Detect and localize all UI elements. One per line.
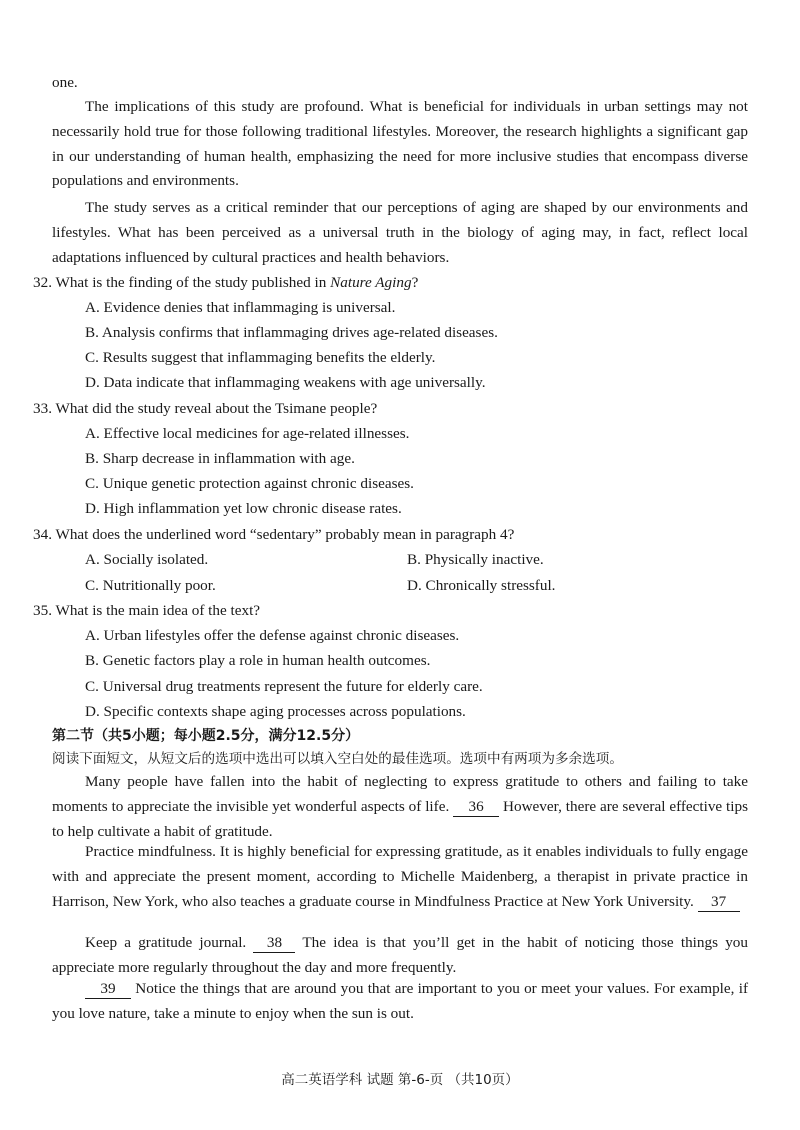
q34-option-d[interactable]: D. Chronically stressful.	[407, 577, 556, 594]
q34-option-a[interactable]: A. Socially isolated.	[85, 551, 209, 568]
blank-39[interactable]: 39	[85, 980, 131, 999]
blank-36[interactable]: 36	[453, 798, 499, 817]
q33-option-b[interactable]: B. Sharp decrease in inflammation with age.	[85, 450, 355, 467]
q33-option-d[interactable]: D. High inflammation yet low chronic disease rates.	[85, 500, 402, 517]
q34-option-b[interactable]: B. Physically inactive.	[407, 551, 544, 568]
q35-option-c[interactable]: C. Universal drug treatments represent the future for elderly care.	[85, 678, 483, 695]
journal-text: Keep a gratitude journal.	[85, 934, 247, 951]
paragraph-implications: The implications of this study are profound. What is beneficial for individuals in urban settings may not necessarily hold true for those following traditional lifestyles. Moreover, the research highlights a significant gap in our understanding of human health, emphasizing the need for more inclusive studies that encompass diverse populations and environments.	[52, 98, 748, 190]
notice-text: Notice the things that are around you that are important to you or meet your values. For example, if you love nature, take a minute to enjoy when the sun is out.	[52, 980, 749, 1022]
paragraph-gratitude-intro	[52, 770, 748, 844]
question-34-stem: 34. What does the underlined word “sedentary” probably mean in paragraph 4?	[33, 526, 515, 543]
question-35-stem: 35. What is the main idea of the text?	[33, 602, 261, 619]
journal-text-cont: The idea is that you’ll get in the habit of noticing those things you appreciate more regularly throughout the day and more frequently.	[52, 934, 748, 976]
q34-option-c[interactable]: C. Nutritionally poor.	[85, 577, 216, 594]
mindfulness-text: Practice mindfulness. It is highly beneficial for expressing gratitude, as it enables individuals to fully engage with and appreciate the present moment, according to Michelle Maidenberg, a therapist in private practice in Harrison, New York, who also teaches a graduate course in Mindfulness Practice at New York University.	[52, 843, 748, 910]
paragraph-notice	[52, 977, 748, 1027]
carry-over-line: one.	[52, 74, 78, 91]
q33-option-a[interactable]: A. Effective local medicines for age-related illnesses.	[85, 425, 410, 442]
q33-option-c[interactable]: C. Unique genetic protection against chronic diseases.	[85, 475, 414, 492]
paragraph-journal	[52, 931, 748, 981]
q35-option-b[interactable]: B. Genetic factors play a role in human health outcomes.	[85, 652, 431, 669]
intro-text: Many people have fallen into the habit of neglecting to express gratitude to others and failing to take moments to appreciate the invisible yet wonderful aspects of life.	[52, 773, 748, 815]
q32-option-c[interactable]: C. Results suggest that inflammaging benefits the elderly.	[85, 349, 436, 366]
q35-option-a[interactable]: A. Urban lifestyles offer the defense against chronic diseases.	[85, 627, 460, 644]
paragraph-reminder: The study serves as a critical reminder that our perceptions of aging are shaped by our environments and lifestyles. What has been perceived as a universal truth in the biology of aging may, in fact, reflect local adaptations influenced by cultural practices and health behaviors.	[52, 199, 748, 266]
section-2-heading: 第二节（共5小题；每小题2.5分，满分12.5分）	[52, 728, 360, 744]
page-footer: 高二英语学科 试题 第-6-页 （共10页）	[281, 1072, 519, 1088]
journal-title: Nature Aging	[330, 274, 412, 291]
question-33-stem: 33. What did the study reveal about the Tsimane people?	[33, 400, 378, 417]
intro-text-cont: However, there are several effective tips to help cultivate a habit of gratitude.	[52, 797, 748, 840]
question-32-stem-end: ?	[411, 274, 419, 291]
question-32-stem	[33, 273, 418, 293]
blank-37[interactable]: 37	[698, 893, 740, 912]
section-2-instruction: 阅读下面短文，从短文后的选项中选出可以填入空白处的最佳选项。选项中有两项为多余选项。	[52, 751, 623, 767]
q32-option-b[interactable]: B. Analysis confirms that inflammaging drives age-related diseases.	[85, 324, 498, 341]
q32-option-d[interactable]: D. Data indicate that inflammaging weakens with age universally.	[85, 374, 486, 391]
q35-option-d[interactable]: D. Specific contexts shape aging processes across populations.	[85, 703, 466, 720]
q32-option-a[interactable]: A. Evidence denies that inflammaging is universal.	[85, 299, 396, 316]
question-32-stem-text: 32. What is the finding of the study published in	[33, 274, 331, 291]
paragraph-mindfulness	[52, 840, 748, 914]
blank-38[interactable]: 38	[253, 934, 295, 953]
